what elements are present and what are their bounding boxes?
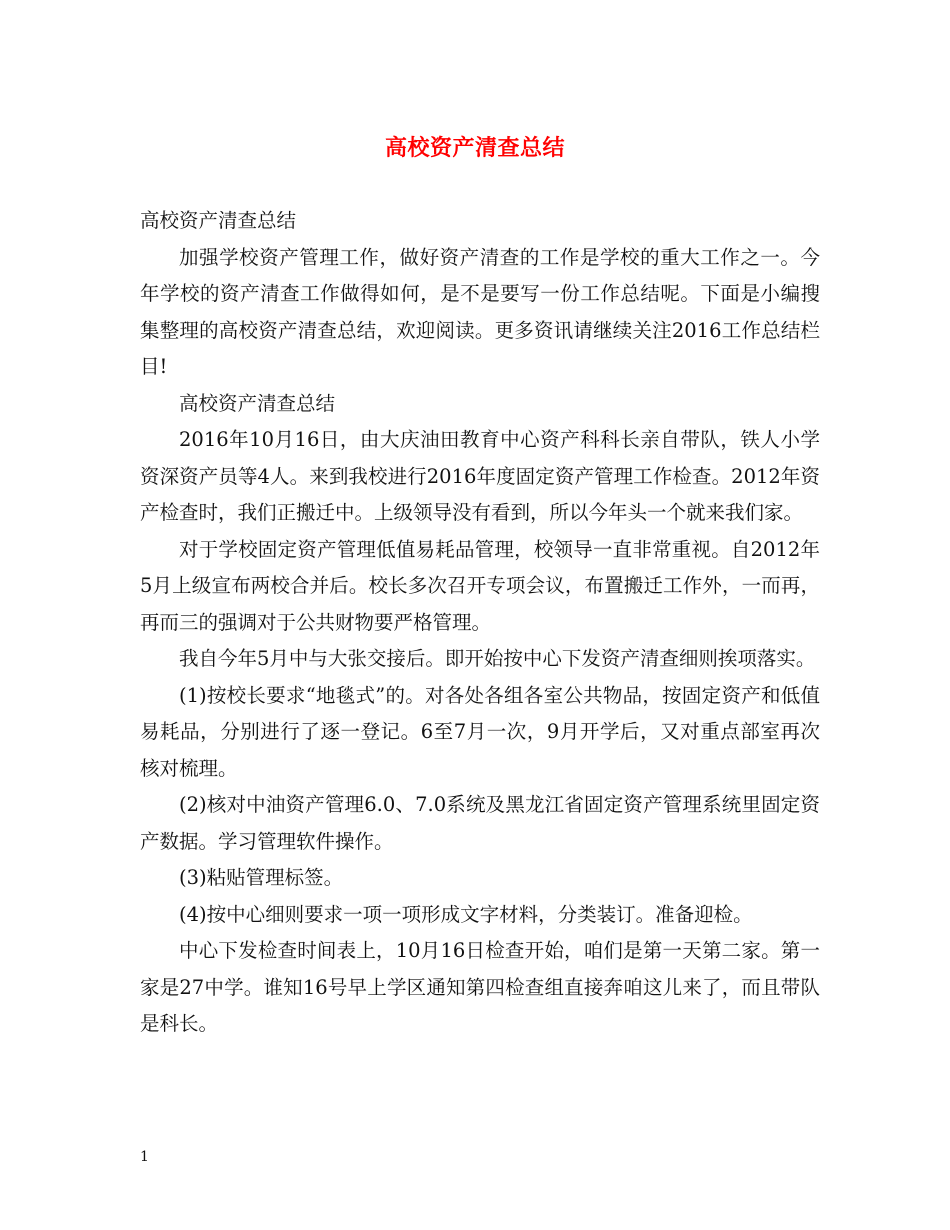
- page-number: 1: [140, 1149, 149, 1165]
- paragraph: 对于学校固定资产管理低值易耗品管理，校领导一直非常重视。自2012年5月上级宣布两校合并后。校长多次召开专项会议，布置搬迁工作外，一而再，再而三的强调对于公共财物要严格管理。: [140, 537, 820, 634]
- paragraph: 我自今年5月中与大张交接后。即开始按中心下发资产清查细则挨项落实。: [179, 647, 816, 670]
- paragraph-list-item: (2)核对中油资产管理6.0、7.0系统及黑龙江省固定资产管理系统里固定资产数据。学习管理软件操作。: [140, 793, 820, 853]
- paragraph: 加强学校资产管理工作，做好资产清查的工作是学校的重大工作之一。今年学校的资产清查工作做得如何，是不是要写一份工作总结呢。下面是小编搜集整理的高校资产清查总结，欢迎阅读。更多资讯请继续关注2016工作总结栏目!: [140, 245, 820, 378]
- paragraph: 2016年10月16日，由大庆油田教育中心资产科科长亲自带队，铁人小学资深资产员等4人。来到我校进行2016年度固定资产管理工作检查。2012年资产检查时，我们正搬迁中。上级领导没有看到，所以今年头一个就来我们家。: [140, 428, 820, 524]
- paragraph-subheading: 高校资产清查总结: [179, 391, 336, 415]
- paragraph: 中心下发检查时间表上，10月16日检查开始，咱们是第一天第二家。第一家是27中学。谁知16号早上学区通知第四检查组直接奔咱这儿来了，而且带队是科长。: [140, 939, 820, 1035]
- paragraph-list-item: (3)粘贴管理标签。: [179, 866, 344, 889]
- document-title: 高校资产清查总结: [384, 135, 565, 161]
- paragraph-list-item: (4)按中心细则要求一项一项形成文字材料，分类装订。准备迎检。: [179, 902, 753, 926]
- paragraph-list-item: (1)按校长要求“地毯式”的。对各处各组各室公共物品，按固定资产和低值易耗品，分别进行了逐一登记。6至7月一次，9月开学后，又对重点部室再次核对梳理。: [140, 683, 820, 780]
- paragraph-heading: 高校资产清查总结: [140, 209, 297, 232]
- document-body: [140, 203, 820, 1043]
